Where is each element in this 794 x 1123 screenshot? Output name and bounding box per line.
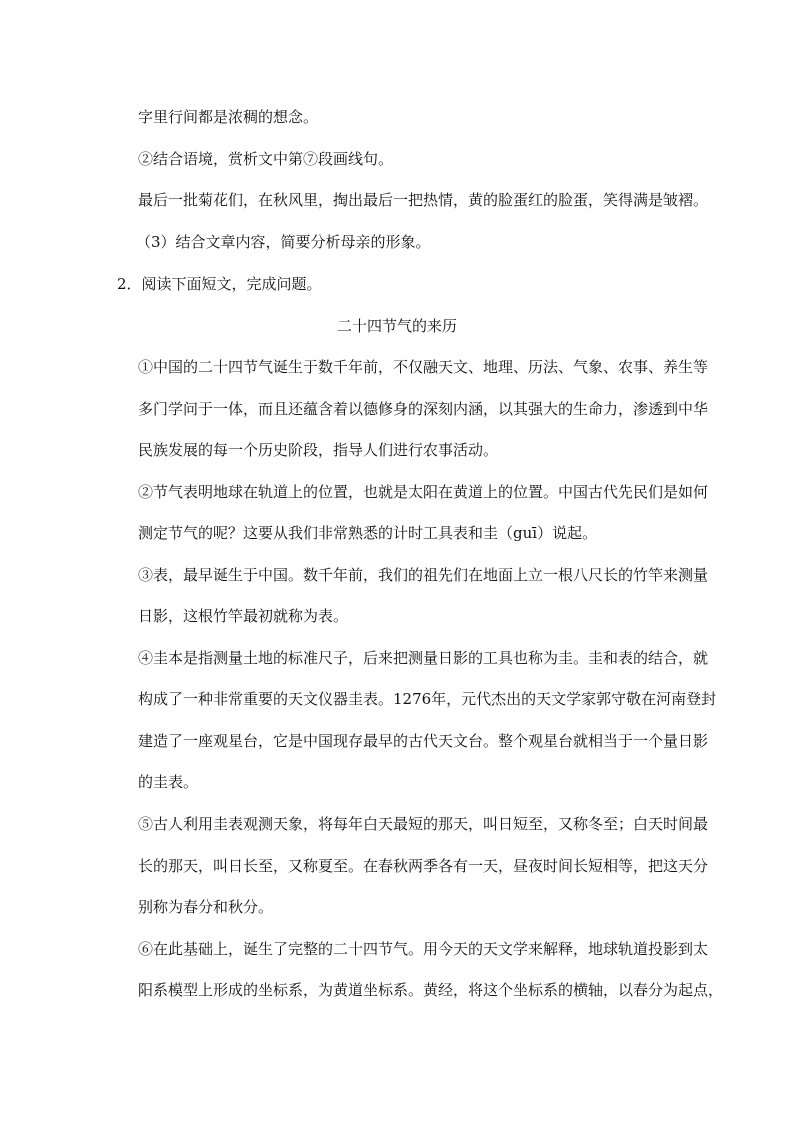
- paragraph-5-line-3: 别称为春分和秋分。: [138, 898, 274, 916]
- paragraph-5-line-2: 长的那天，叫日长至，又称夏至。在春秋两季各有一天，昼夜时间长短相等，把这天分: [138, 857, 709, 875]
- paragraph-1-line-1: ①中国的二十四节气诞生于数千年前，不仅融天文、地理、历法、气象、农事、养生等: [138, 358, 709, 376]
- paragraph-3-line-2: 日影，这根竹竿最初就称为表。: [138, 607, 349, 625]
- paragraph-2-line-1: ②节气表明地球在轨道上的位置，也就是太阳在黄道上的位置。中国古代先民们是如何: [138, 483, 709, 501]
- paragraph-6-line-2: 阳系模型上形成的坐标系，为黄道坐标系。黄经，将这个坐标系的横轴，以春分为起点，: [138, 981, 724, 999]
- paragraph-4-line-2: 构成了一种非常重要的天文仪器圭表。1276年，元代杰出的天文学家郭守敬在河南登封: [138, 690, 717, 708]
- paragraph-4-line-1: ④圭本是指测量土地的标准尺子，后来把测量日影的工具也称为圭。圭和表的结合，就: [138, 649, 709, 667]
- paragraph-4-line-3: 建造了一座观星台，它是中国现存最早的古代天文台。整个观星台就相当于一个量日影: [138, 732, 709, 750]
- text-line-1: 字里行间都是浓稠的想念。: [138, 108, 319, 126]
- paragraph-6-line-1: ⑥在此基础上，诞生了完整的二十四节气。用今天的天文学来解释，地球轨道投影到太: [138, 940, 709, 958]
- question-3: （3）结合文章内容，简要分析母亲的形象。: [136, 233, 431, 251]
- question-2-2: ②结合语境，赏析文中第⑦段画线句。: [138, 150, 394, 168]
- paragraph-3-line-1: ③表，最早诞生于中国。数千年前，我们的祖先们在地面上立一根八尺长的竹竿来测量: [138, 566, 709, 584]
- section-2-heading: 2．阅读下面短文，完成问题。: [117, 275, 322, 293]
- paragraph-1-line-3: 民族发展的每一个历史阶段，指导人们进行农事活动。: [138, 441, 499, 459]
- quoted-sentence: 最后一批菊花们，在秋风里，掏出最后一把热情，黄的脸蛋红的脸蛋，笑得满是皱褶。: [138, 191, 709, 209]
- paragraph-4-line-4: 的圭表。: [138, 773, 199, 791]
- paragraph-2-line-2: 测定节气的呢？这要从我们非常熟悉的计时工具表和圭（guī）说起。: [138, 524, 598, 542]
- paragraph-1-line-2: 多门学问于一体，而且还蕴含着以德修身的深刻内涵，以其强大的生命力，渗透到中华: [138, 400, 709, 418]
- paragraph-5-line-1: ⑤古人利用圭表观测天象，将每年白天最短的那天，叫日短至，又称冬至；白天时间最: [138, 815, 709, 833]
- article-title: 二十四节气的来历: [336, 317, 457, 335]
